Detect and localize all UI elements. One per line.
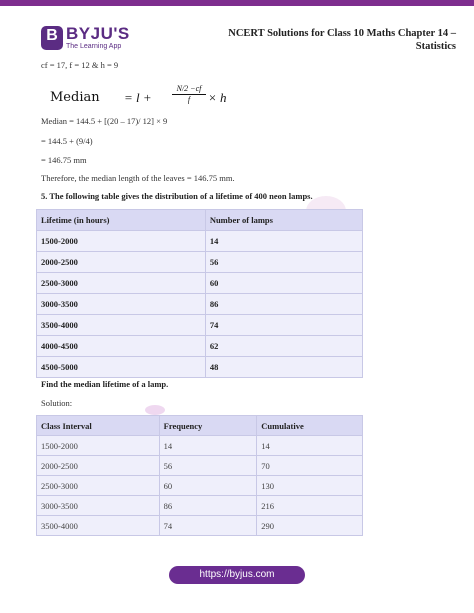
table-cell: 1500-2000 [37,231,206,252]
table-cell: 14 [257,436,363,456]
table-cell: 14 [159,436,257,456]
table-cell: 74 [205,315,362,336]
table-row [37,516,363,536]
table-cell: 3500-4000 [37,516,160,536]
table-cell: 48 [205,357,362,378]
table-row [37,496,363,516]
table-cell: 60 [159,476,257,496]
table-cell: 86 [205,294,362,315]
table-cell: 1500-2000 [37,436,160,456]
table-row [37,456,363,476]
header-cell: Number of lamps [205,210,362,231]
table-cell: 3500-4000 [37,315,206,336]
page-title [206,27,456,53]
question-5: 5. The following table gives the distribution of a lifetime of 400 neon lamps. [41,191,313,201]
table-cell: 70 [257,456,363,476]
website-link-button[interactable]: https://byjus.com [169,566,305,584]
logo-name: BYJU'S [66,24,130,43]
formula-tail: × h [208,90,227,105]
conclusion: Therefore, the median length of the leaves = 146.75 mm. [41,173,235,183]
formula-numerator: N/2 −cf [172,84,206,95]
table-cell: 2500-3000 [37,273,206,294]
table-header-row [37,416,363,436]
table-row [37,315,363,336]
byjus-logo[interactable] [41,26,129,54]
table-cell: 14 [205,231,362,252]
solution-table [36,415,363,536]
table-cell: 3000-3500 [37,496,160,516]
table-cell: 86 [159,496,257,516]
watermark-shape [145,405,165,415]
table-row [37,436,363,456]
table-cell: 2000-2500 [37,252,206,273]
table-cell: 2500-3000 [37,476,160,496]
table-header-row [37,210,363,231]
solution-label: Solution: [41,398,73,408]
table-row [37,357,363,378]
table-cell: 56 [159,456,257,476]
logo-mark-icon: B [41,26,63,50]
table-cell: 130 [257,476,363,496]
header-cell: Lifetime (in hours) [37,210,206,231]
top-accent-bar [0,0,474,6]
table-cell: 3000-3500 [37,294,206,315]
find-median-text: Find the median lifetime of a lamp. [41,379,169,389]
table-row [37,336,363,357]
table-cell: 2000-2500 [37,456,160,476]
table-row [37,476,363,496]
formula-denominator: f [187,95,191,104]
table-row [37,273,363,294]
formula-eq: = l + [124,90,152,105]
table-row [37,252,363,273]
median-formula [50,84,227,114]
step-1: Median = 144.5 + [(20 – 17)/ 12] × 9 [41,116,168,126]
logo-tagline: The Learning App [66,43,122,50]
table-row [37,294,363,315]
table-cell: 56 [205,252,362,273]
values-line: cf = 17, f = 12 & h = 9 [41,60,119,70]
table-cell: 62 [205,336,362,357]
header-cell: Cumulative [257,416,363,436]
table-cell: 60 [205,273,362,294]
formula-fraction [172,84,206,104]
title-line-1: NCERT Solutions for Class 10 Maths Chapter 14 – [228,28,456,39]
table-cell: 216 [257,496,363,516]
header-cell: Frequency [159,416,257,436]
lamps-table [36,209,363,378]
table-cell: 4000-4500 [37,336,206,357]
step-2: = 144.5 + (9/4) [41,136,93,146]
table-cell: 4500-5000 [37,357,206,378]
table-cell: 290 [257,516,363,536]
table-row [37,231,363,252]
header-cell: Class Interval [37,416,160,436]
step-3: = 146.75 mm [41,155,87,165]
title-line-2: Statistics [415,41,456,52]
formula-lhs: Median [50,90,100,105]
table-cell: 74 [159,516,257,536]
